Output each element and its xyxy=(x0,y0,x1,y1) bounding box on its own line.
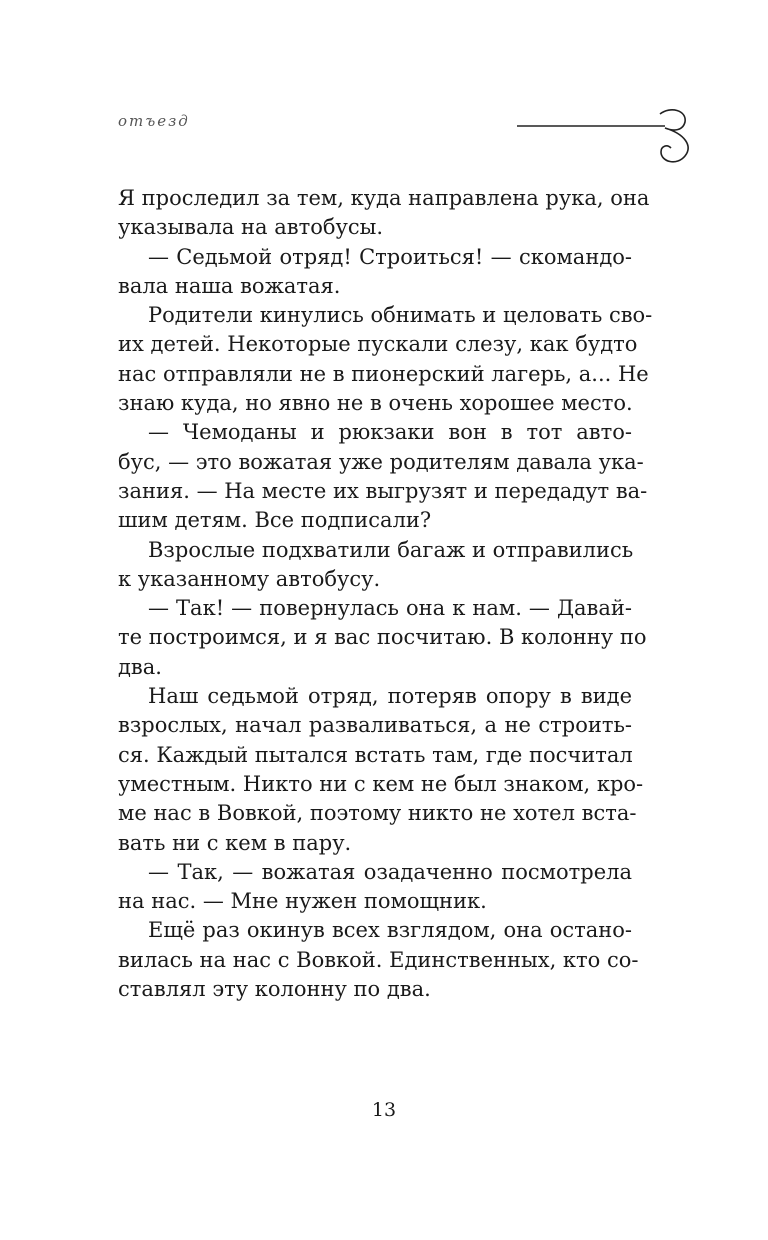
text-line: ся. Каждый пытался встать там, где посчитал xyxy=(118,742,633,767)
text-line: — Седьмой отряд! Строиться! — скомандо- xyxy=(148,244,632,269)
text-line: бус, — это вожатая уже родителям давала ука- xyxy=(118,449,644,474)
text-line: указывала на автобусы. xyxy=(118,215,383,240)
text-line: ме нас в Вовкой, поэтому никто не хотел вста- xyxy=(118,801,637,826)
text-line: — Так! — повернулась она к нам. — Давай- xyxy=(148,596,632,621)
running-head-title: отъезд xyxy=(118,112,190,130)
text-line: ставлял эту колонну по два. xyxy=(118,977,431,1002)
text-line: вилась на нас с Вовкой. Единственных, кто со- xyxy=(118,947,639,972)
text-line: вать ни с кем в пару. xyxy=(118,830,352,855)
text-line: вала наша вожатая. xyxy=(118,273,341,298)
text-line: взрослых, начал разваливаться, а не строить- xyxy=(118,713,632,738)
text-line: Взрослые подхватили багаж и отправились xyxy=(148,537,634,562)
text-line: Ещё раз окинув всех взглядом, она остано- xyxy=(148,918,632,943)
text-line: уместным. Никто ни с кем не был знаком, кро- xyxy=(118,771,644,796)
flourish-ornament-icon xyxy=(515,104,695,168)
text-line: их детей. Некоторые пускали слезу, как будто xyxy=(118,332,638,357)
page-number: 13 xyxy=(371,1099,397,1121)
text-line: на нас. — Мне нужен помощник. xyxy=(118,889,487,914)
text-line: нас отправляли не в пионерский лагерь, а... Не xyxy=(118,361,649,386)
text-line: те построимся, и я вас посчитаю. В колонну по xyxy=(118,625,647,650)
text-line: — Чемоданы и рюкзаки вон в тот авто- xyxy=(148,420,632,445)
body-text xyxy=(118,184,653,1004)
text-line: шим детям. Все подписали? xyxy=(118,508,432,533)
text-line: к указанному автобусу. xyxy=(118,566,381,591)
text-line: два. xyxy=(118,654,162,679)
text-line: — Так, — вожатая озадаченно посмотрела xyxy=(148,859,632,884)
text-line: знаю куда, но явно не в очень хорошее место. xyxy=(118,391,633,416)
text-line: Я проследил за тем, куда направлена рука, она xyxy=(118,186,650,210)
text-line: зания. — На месте их выгрузят и передадут ва- xyxy=(118,478,648,503)
text-line: Родители кинулись обнимать и целовать сво- xyxy=(148,303,653,328)
text-line: Наш седьмой отряд, потеряв опору в виде xyxy=(148,684,632,709)
